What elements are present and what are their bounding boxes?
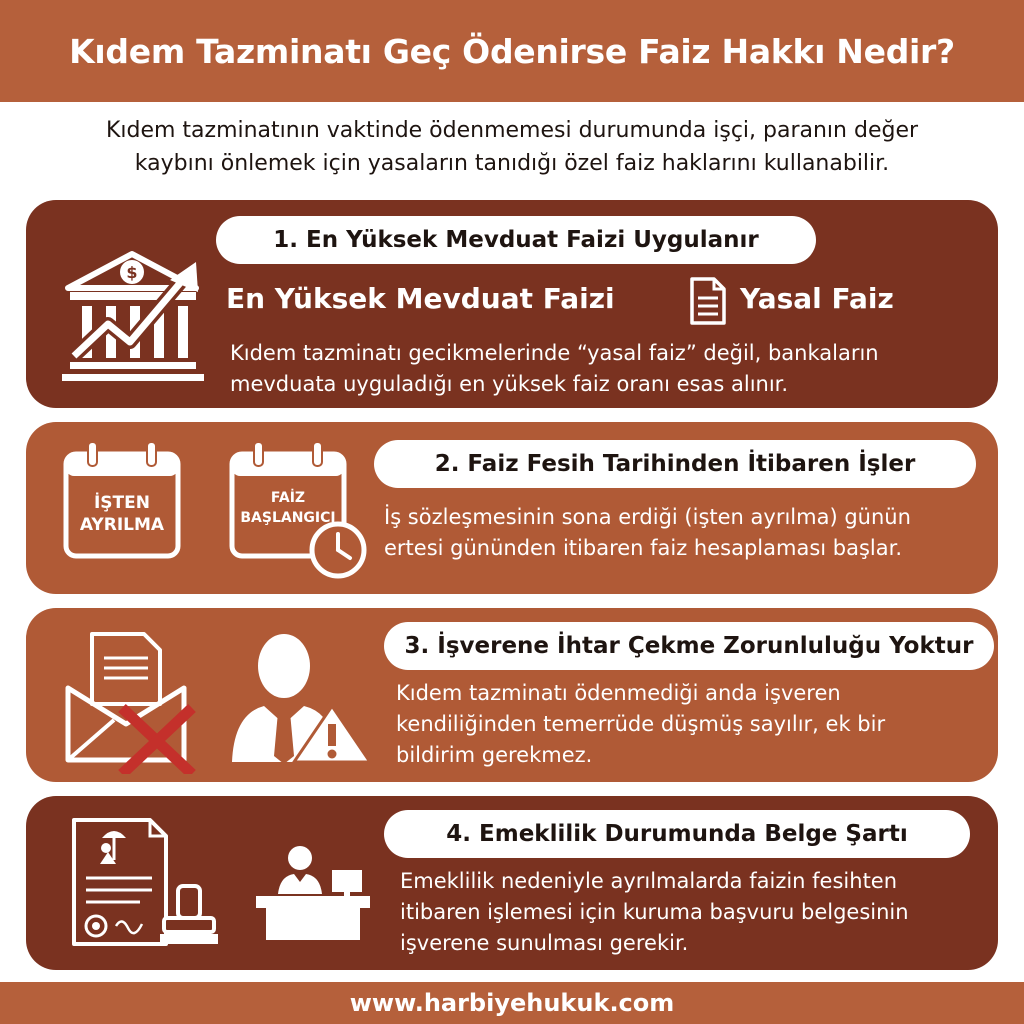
card-4 [26, 796, 998, 970]
calendar-1-line-2: AYRILMA [79, 515, 165, 535]
footer [0, 982, 1024, 1024]
card-4-body-line-3: işverene sunulması gerekir. [400, 931, 689, 955]
label-legal-interest: Yasal Faiz [740, 282, 894, 315]
card-4-heading: 4. Emeklilik Durumunda Belge Şartı [384, 810, 970, 858]
card-3-heading: 3. İşverene İhtar Çekme Zorunluluğu Yoktur [384, 622, 994, 670]
intro-line-1: Kıdem tazminatının vaktinde ödenmemesi durumunda işçi, paranın değer [105, 118, 919, 143]
card-1-body-line-2: mevduata uyguladığı en yüksek faiz oranı esas alınır. [230, 372, 789, 396]
card-3-body-line-1: Kıdem tazminatı ödenmediği anda işveren [396, 681, 841, 705]
crossed-envelope-icon [62, 624, 212, 774]
card-3-body-line-2: kendiliğinden temerrüde düşmüş sayılır, ek bir [396, 712, 886, 736]
card-3-body [396, 678, 885, 771]
card-4-body-line-1: Emeklilik nedeniyle ayrılmalarda faizin fesihten [400, 869, 898, 893]
page-title: Kıdem Tazminatı Geç Ödenirse Faiz Hakkı Nedir? [69, 31, 955, 71]
card-4-body-line-2: itibaren işlemesi için kuruma başvuru belgesinin [400, 900, 909, 924]
card-1 [26, 200, 998, 408]
bank-growth-icon [60, 246, 210, 386]
intro-line-2: kaybını önlemek için yasaların tanıdığı özel faiz haklarını kullanabilir. [134, 151, 890, 176]
page-header [0, 0, 1024, 102]
retirement-document-icon [70, 816, 220, 956]
card-2-body [384, 502, 911, 564]
calendar-1-label [66, 492, 178, 536]
calendar-2-line-2: BAŞLANGICI [240, 510, 336, 526]
intro-text [40, 114, 984, 180]
card-3 [26, 608, 998, 782]
card-1-heading: 1. En Yüksek Mevduat Faizi Uygulanır [216, 216, 816, 264]
card-1-body [230, 338, 879, 400]
calendar-2-label [232, 488, 344, 528]
calendar-1-line-1: İŞTEN [93, 493, 150, 513]
card-1-body-line-1: Kıdem tazminatı gecikmelerinde “yasal faiz” değil, bankaların [230, 341, 879, 365]
calendar-2-line-1: FAİZ [270, 490, 306, 506]
card-4-body [400, 866, 909, 959]
card-2-body-line-2: ertesi gününden itibaren faiz hesaplaması başlar. [384, 536, 903, 560]
card-2 [26, 422, 998, 594]
employer-warning-icon [224, 628, 374, 768]
document-icon [688, 276, 728, 326]
card-2-body-line-1: İş sözleşmesinin sona erdiği (işten ayrılma) günün [384, 505, 911, 529]
card-2-heading: 2. Faiz Fesih Tarihinden İtibaren İşler [374, 440, 976, 488]
footer-website-link[interactable]: www.harbiyehukuk.com [349, 989, 675, 1017]
label-highest-deposit-rate: En Yüksek Mevduat Faizi [226, 282, 615, 315]
card-3-body-line-3: bildirim gerekmez. [396, 743, 593, 767]
office-desk-icon [254, 844, 374, 940]
svg-text:$: $ [126, 263, 138, 282]
